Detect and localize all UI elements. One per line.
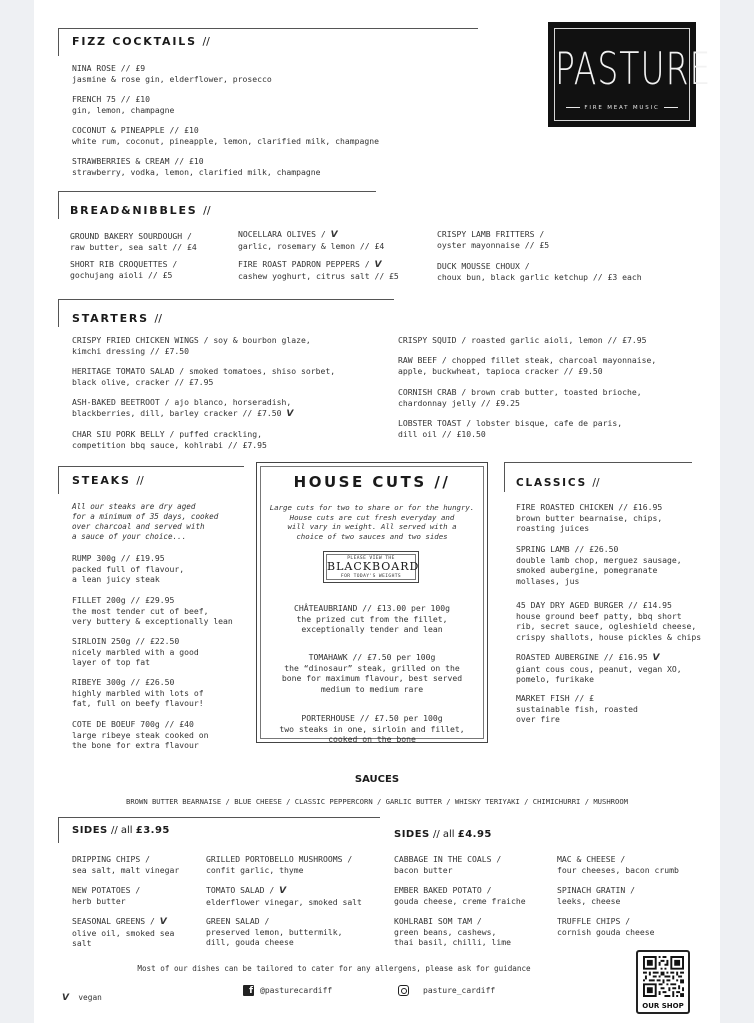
side-item: MAC & CHEESE / four cheeses, bacon crumb [557,854,679,875]
fizz-item: STRAWBERRIES & CREAM // £10 strawberry, vodka, lemon, clarified milk, champagne [72,156,321,177]
instagram-handle[interactable]: pasture_cardiff [398,985,495,996]
fizz-left-rule [58,28,59,56]
vegan-icon: V [330,230,338,240]
house-cut-item: PORTERHOUSE // £7.50 per 100g two steaks in one, sirloin and fillet, cooked on the bone [279,713,465,745]
blackboard-badge-inner [326,554,420,580]
fizz-cocktails-title: FIZZ COCKTAILS // [72,35,210,48]
sides-a-left-rule [58,817,59,843]
bread-item: NOCELLARA OLIVES / V garlic, rosemary & lemon // £4 [238,229,385,251]
bread-top-rule [58,191,376,192]
starter-item: CRISPY SQUID / roasted garlic aioli, lemon // £7.95 [398,335,647,345]
facebook-icon: f [243,985,254,996]
vegan-icon: V [62,993,69,1003]
starter-item: LOBSTER TOAST / lobster bisque, cafe de paris, dill oil // £10.50 [398,418,623,439]
side-item: DRIPPING CHIPS / sea salt, malt vinegar [72,854,180,875]
logo-wordmark: PASTURE [555,42,712,95]
fizz-item: FRENCH 75 // £10 gin, lemon, champagne [72,94,175,115]
house-cut-item: CHÂTEAUBRIAND // £13.00 per 100g the prized cut from the fillet, exceptionally tender and lean [294,603,450,635]
instagram-icon [398,985,409,996]
side-item: CABBAGE IN THE COALS / bacon butter [394,854,502,875]
steak-item: SIRLOIN 250g // £22.50 nicely marbled with a good layer of top fat [72,636,199,668]
classic-item: SPRING LAMB // £26.50 double lamb chop, merguez sausage, smoked aubergine, pomegranate mollases, jus [516,544,682,586]
starter-item: ASH-BAKED BEETROOT / ajo blanco, horseradish, blackberries, dill, barley cracker // £7.50 V [72,397,294,419]
classics-title: CLASSICS // [516,477,600,489]
vegan-icon: V [159,917,167,927]
steaks-title: STEAKS // [72,474,144,487]
blackboard-main-text: BLACKBOARD [327,560,420,573]
bread-item: FIRE ROAST PADRON PEPPERS / V cashew yoghurt, citrus salt // £5 [238,259,399,281]
classic-item: MARKET FISH // £ sustainable fish, roasted over fire [516,693,638,725]
house-cuts-title: HOUSE CUTS // [293,473,451,491]
pasture-logo [548,22,712,127]
allergen-note: Most of our dishes can be tailored to cater for any allergens, please ask for guidance [137,964,531,973]
starters-left-rule [58,299,59,327]
fizz-item: COCONUT & PINEAPPLE // £10 white rum, coconut, pineapple, lemon, clarified milk, champagne [72,125,379,146]
side-item: SEASONAL GREENS / V olive oil, smoked sea salt [72,916,175,949]
side-item: GRILLED PORTOBELLO MUSHROOMS / confit garlic, thyme [206,854,353,875]
side-item: NEW POTATOES / herb butter [72,885,141,906]
vegan-icon: V [279,886,287,896]
starters-title: STARTERS // [72,312,162,325]
bread-left-rule [58,191,59,219]
facebook-handle[interactable]: f @pasturecardiff [243,985,332,996]
sauces-title: SAUCES [354,774,400,785]
steaks-left-rule [58,466,59,494]
side-item: GREEN SALAD / preserved lemon, buttermilk, dill, gouda cheese [206,916,343,948]
side-item: TRUFFLE CHIPS / cornish gouda cheese [557,916,655,937]
blackboard-badge [323,551,419,583]
steak-item: COTE DE BOEUF 700g // £40 large ribeye steak cooked on the bone for extra flavour [72,719,209,751]
vegan-icon: V [286,408,294,419]
vegan-icon: V [652,653,660,663]
fizz-top-rule [58,28,478,29]
side-item: EMBER BAKED POTATO / gouda cheese, creme fraiche [394,885,526,906]
shop-qr-code[interactable] [636,950,690,1014]
side-item: SPINACH GRATIN / leeks, cheese [557,885,635,906]
our-shop-label: OUR SHOP [642,1002,684,1010]
side-item: TOMATO SALAD / V elderflower vinegar, smoked salt [206,885,362,907]
house-cut-item: TOMAHAWK // £7.50 per 100g the “dinosaur” steak, grilled on the bone for maximum flavour, best served medium to medium rare [281,652,463,694]
sides-a-title: SIDES // all £3.95 [72,825,170,836]
menu-page [34,0,720,1023]
starter-item: CORNISH CRAB / brown crab butter, toasted brioche, chardonnay jelly // £9.25 [398,387,642,408]
starter-item: CHAR SIU PORK BELLY / puffed crackling, competition bbq sauce, kohlrabi // £7.95 [72,429,267,450]
blackboard-bottom-text: FOR TODAY'S WEIGHTS [340,574,402,579]
bread-item: SHORT RIB CROQUETTES / gochujang aioli // £5 [70,259,178,280]
classic-item: FIRE ROASTED CHICKEN // £16.95 brown butter bearnaise, chips, roasting juices [516,502,663,534]
qr-code-icon [643,956,684,997]
sides-a-top-rule [58,817,380,818]
starters-top-rule [58,299,394,300]
house-cuts-intro: Large cuts for two to share or for the hungry. House cuts are cut fresh everyday and will vary in weight. All served with a choice of two sauces and two sides [269,503,475,541]
steak-item: RUMP 300g // £19.95 packed full of flavour, a lean juicy steak [72,553,185,585]
bread-nibbles-title: BREAD&NIBBLES // [70,204,211,217]
classic-item: 45 DAY DRY AGED BURGER // £14.95 house ground beef patty, bbq short rib, secret sauce, ogleshield cheese, crispy shallots, house pickles & chips [516,600,702,642]
side-item: KOHLRABI SOM TAM / green beans, cashews, thai basil, chilli, lime [394,916,511,948]
blackboard-top-text: PLEASE VIEW THE [347,556,395,561]
bread-item: GROUND BAKERY SOURDOUGH / raw butter, sea salt // £4 [70,231,197,252]
classics-top-rule [504,462,692,463]
vegan-icon: V [374,260,382,270]
steaks-top-rule [58,466,244,467]
house-cuts-box [256,462,488,743]
starter-item: CRISPY FRIED CHICKEN WINGS / soy & bourbon glaze, kimchi dressing // £7.50 [72,335,311,356]
fizz-item: NINA ROSE // £9 jasmine & rose gin, elderflower, prosecco [72,63,272,84]
classics-left-rule [504,462,505,492]
vegan-key: V vegan [62,993,102,1003]
starter-item: HERITAGE TOMATO SALAD / smoked tomatoes, shiso sorbet, black olive, cracker // £7.95 [72,366,336,387]
logo-tagline: FIRE MEAT MUSIC [555,105,689,111]
bread-item: CRISPY LAMB FRITTERS / oyster mayonnaise // £5 [437,229,550,250]
sauces-list: BROWN BUTTER BEARNAISE / BLUE CHEESE / CLASSIC PEPPERCORN / GARLIC BUTTER / WHISKY TERIYAKI / CHIMICHURRI / MUSHROOM [126,797,628,806]
classic-item: ROASTED AUBERGINE // £16.95 V giant cous cous, peanut, vegan XO, pomelo, furikake [516,652,682,685]
sides-b-title: SIDES // all £4.95 [394,829,492,840]
starter-item: RAW BEEF / chopped fillet steak, charcoal mayonnaise, apple, buckwheat, tapioca cracker // £9.50 [398,355,657,376]
steak-item: RIBEYE 300g // £26.50 highly marbled with lots of fat, full on beefy flavour! [72,677,204,709]
logo-frame [554,28,712,121]
steak-item: FILLET 200g // £29.95 the most tender cut of beef, very buttery & exceptionally lean [72,595,233,627]
steaks-intro: All our steaks are dry aged for a minimum of 35 days, cooked over charcoal and served with a sauce of your choice... [72,502,219,541]
bread-item: DUCK MOUSSE CHOUX / choux bun, black garlic ketchup // £3 each [437,261,642,282]
